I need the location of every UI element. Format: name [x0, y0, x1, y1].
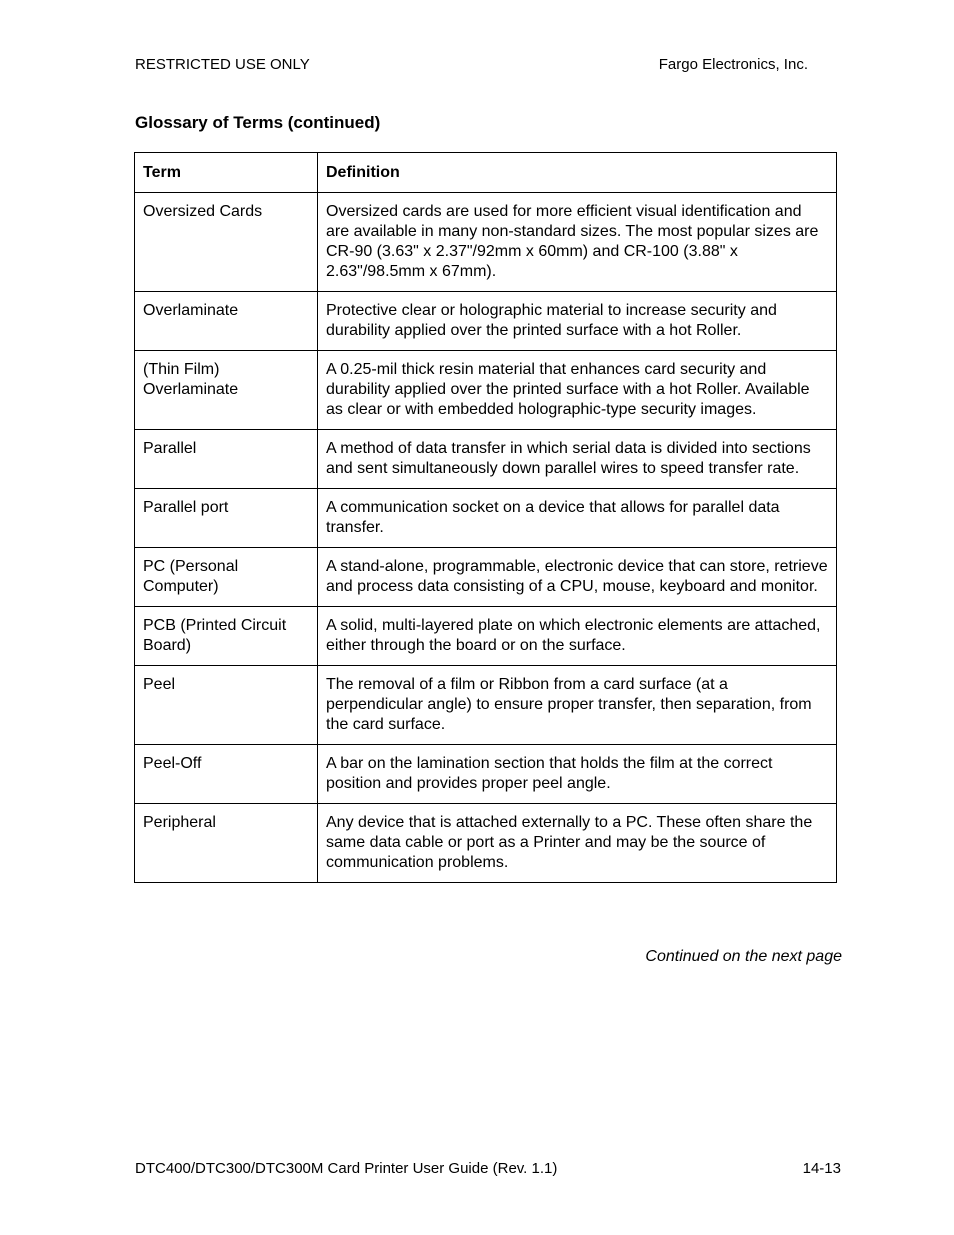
footer-guide-title: DTC400/DTC300/DTC300M Card Printer User Guide (Rev. 1.1): [135, 1160, 558, 1177]
definition-cell: A bar on the lamination section that holds the film at the correct position and provides proper peel angle.: [318, 745, 837, 804]
header-company-name: Fargo Electronics, Inc.: [658, 56, 808, 73]
definition-cell: A 0.25-mil thick resin material that enhances card security and durability applied over the printed surface with a hot Roller. Available as clear or with embedded holographic-type security images.: [318, 351, 837, 430]
definition-cell: The removal of a film or Ribbon from a card surface (at a perpendicular angle) to ensure proper transfer, then separation, from the card surface.: [318, 666, 837, 745]
definition-cell: Oversized cards are used for more efficient visual identification and are available in many non-standard sizes. The most popular sizes are CR-90 (3.63" x 2.37"/92mm x 60mm) and CR-100 (3.88" x 2.63"/98.5mm x 67mm).: [318, 193, 837, 292]
term-cell: PCB (Printed Circuit Board): [135, 607, 318, 666]
table-row: [135, 607, 837, 666]
footer-page-number: 14-13: [802, 1160, 841, 1177]
term-cell: Parallel port: [135, 489, 318, 548]
table-row: [135, 292, 837, 351]
term-cell: Parallel: [135, 430, 318, 489]
definition-cell: Protective clear or holographic material to increase security and durability applied over the printed surface with a hot Roller.: [318, 292, 837, 351]
section-title: Glossary of Terms (continued): [135, 113, 381, 132]
table-row: [135, 351, 837, 430]
definition-cell: A method of data transfer in which serial data is divided into sections and sent simultaneously down parallel wires to speed transfer rate.: [318, 430, 837, 489]
table-row: [135, 193, 837, 292]
definition-cell: A stand-alone, programmable, electronic device that can store, retrieve and process data consisting of a CPU, mouse, keyboard and monitor.: [318, 548, 837, 607]
glossary-table: [134, 152, 837, 883]
table-row: [135, 745, 837, 804]
term-cell: Peel-Off: [135, 745, 318, 804]
table-row: [135, 804, 837, 883]
definition-cell: A solid, multi-layered plate on which electronic elements are attached, either through the board or on the surface.: [318, 607, 837, 666]
term-cell: Peel: [135, 666, 318, 745]
term-cell: PC (Personal Computer): [135, 548, 318, 607]
term-cell: Oversized Cards: [135, 193, 318, 292]
table-row: [135, 666, 837, 745]
table-row: [135, 489, 837, 548]
table-header-row: [135, 153, 837, 193]
term-cell: Peripheral: [135, 804, 318, 883]
header-restricted-notice: RESTRICTED USE ONLY: [135, 56, 310, 73]
column-header-definition: Definition: [318, 153, 837, 193]
definition-cell: A communication socket on a device that allows for parallel data transfer.: [318, 489, 837, 548]
continued-note: Continued on the next page: [645, 948, 842, 965]
term-cell: (Thin Film) Overlaminate: [135, 351, 318, 430]
table-row: [135, 548, 837, 607]
table-row: [135, 430, 837, 489]
term-cell: Overlaminate: [135, 292, 318, 351]
column-header-term: Term: [135, 153, 318, 193]
definition-cell: Any device that is attached externally to a PC. These often share the same data cable or port as a Printer and may be the source of communication problems.: [318, 804, 837, 883]
